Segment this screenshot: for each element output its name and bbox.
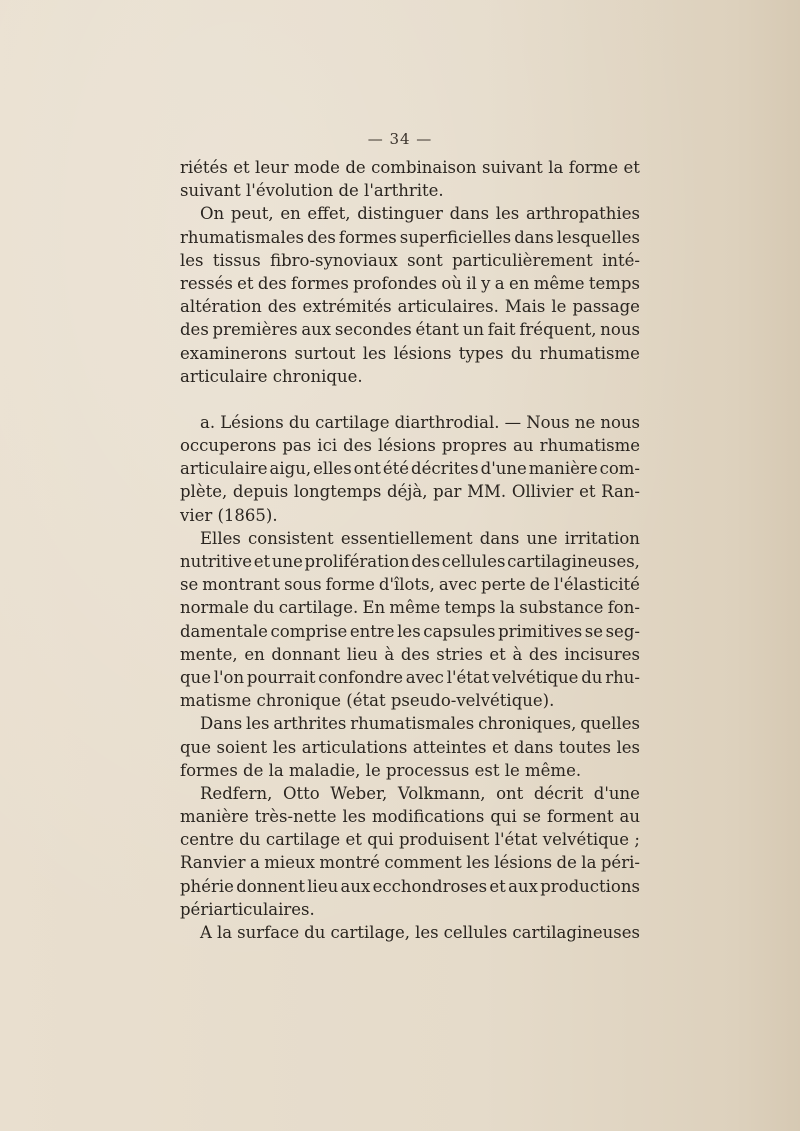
word: se [522,807,541,827]
word: entre [349,621,395,641]
word: la [499,598,515,618]
word: a [249,853,260,873]
word: et [489,644,506,664]
word: a [494,273,505,293]
word: manière [180,807,249,827]
word: centre [180,830,234,850]
word: Nous [526,412,570,432]
word: articulaires. [397,297,499,317]
word: pas [282,436,312,456]
word: aux [340,876,371,896]
word: en [508,273,530,293]
word: même [533,273,585,293]
word: mente, [180,644,238,664]
word: du [253,598,275,618]
word: cartilage [315,412,390,432]
word: du [239,830,261,850]
word: nutritive [180,552,253,571]
text-line [180,666,640,689]
word: les [415,923,439,942]
word: ecchondroses [372,876,488,896]
word: com- [599,459,640,479]
word: cellules [441,552,506,571]
word: lésions [378,436,436,456]
word: dans [514,227,554,247]
word: que [180,737,211,757]
word: et [237,273,254,293]
word: et [253,552,271,571]
word: en [244,644,265,664]
word: la [581,853,597,873]
word: des [267,297,297,317]
paragraph [180,202,640,388]
text-line [180,643,640,666]
word: la [216,923,233,942]
paragraph [180,921,640,944]
word: même [389,598,441,618]
word: En [362,598,386,618]
word: l'élasticité [553,575,640,595]
word: atteintes [412,737,487,757]
text-line [180,156,640,179]
word: des [180,320,209,340]
text-line [180,226,640,249]
word: Volkmann, [397,783,486,803]
text-line [180,712,640,735]
word: nous [600,320,640,340]
word: inté- [602,250,640,270]
text-line [180,342,640,365]
word: lésions [494,853,553,873]
word: formes [338,227,397,247]
text-line [180,318,640,341]
word: dans [513,737,554,757]
word: du [510,343,533,363]
word: par [433,482,462,502]
paragraph [180,156,640,202]
word: et [579,482,596,502]
word: plète, [180,482,228,502]
word: avec [405,667,444,687]
word: ne [574,412,596,432]
word: modifications [371,807,485,827]
text-line [180,828,640,851]
word: et [233,158,250,177]
word: les [342,807,366,827]
word: stries [436,644,483,664]
word: prolifération [304,552,410,571]
word: au [619,807,640,827]
word: perte [481,575,526,595]
word: lesquelles [556,227,640,247]
word: dans [449,204,490,224]
section-gap [180,388,640,411]
word: au [513,436,534,456]
word: nous [600,412,640,432]
word: altération [180,297,262,317]
word: du [288,412,311,432]
word: Ranvier [180,853,246,873]
word: montrant [202,575,281,595]
word: primitives [498,621,583,641]
word: velvétique [492,667,579,687]
word: à [384,644,395,664]
text-line [180,596,640,619]
word: peut, [230,204,274,224]
word: les [397,621,421,641]
word: manière [528,459,598,479]
word: décrit [533,783,584,803]
word: fréquent, [519,320,597,340]
text-line [180,249,640,272]
word: fibro-synoviaux [270,250,398,270]
word: types [458,343,504,363]
word: rhu- [605,667,640,687]
word: qui [367,830,394,850]
text-line [180,457,640,480]
word: les [272,737,297,757]
word: à [512,644,523,664]
word: déjà, [386,482,428,502]
word: péri- [600,853,640,873]
word: formes [291,273,349,293]
word: montré [319,853,380,873]
word: que [180,667,211,687]
word: du [304,923,326,942]
word: articulaire [180,459,268,479]
word: temps [588,273,640,293]
text-line [180,573,640,596]
word: été [382,459,410,479]
word: dans [479,528,520,548]
word: soient [216,737,268,757]
word: cartilage [265,830,341,850]
word: d'îlots, [378,575,435,595]
word: velvétique [542,830,630,850]
word: ont [496,783,524,803]
word: elles [313,459,352,479]
word: capsules [423,621,496,641]
word: étant [415,320,459,340]
word: et [345,830,362,850]
word: les [616,737,640,757]
word: leur [255,158,289,177]
word: cartilage, [330,923,410,942]
word: de [345,158,366,177]
text-line: périarticulaires. [180,899,315,919]
word: produisent [399,830,490,850]
word: des [343,436,372,456]
word: distinguer [357,204,443,224]
word: la [548,158,564,177]
word: donnent [236,876,305,896]
text-line: formes de la maladie, le processus est le même. [180,760,582,780]
word: avec [438,575,478,595]
word: ont [353,459,381,479]
text-line: suivant l'évolution de l'arthrite. [180,181,444,201]
word: y [481,273,491,293]
word: irritation [564,528,640,548]
word: longtemps [293,482,382,502]
word: toutes [558,737,611,757]
word: les [362,343,387,363]
word: les [495,204,520,224]
word: un [462,320,484,340]
word: arthrites [273,714,347,734]
text-line [180,272,640,295]
text-line [180,202,640,225]
word: combinaison [371,158,477,177]
word: des [257,273,287,293]
word: Redfern, [200,783,273,803]
word: une [526,528,558,548]
text-line [180,295,640,318]
word: phérie [180,876,234,896]
word: aigu, [269,459,312,479]
text-line [180,620,640,643]
word: qui [490,807,517,827]
word: incisures [564,644,640,664]
word: ; [634,830,640,850]
paragraph [180,782,640,921]
word: Lésions [220,412,284,432]
word: Otto [282,783,320,803]
word: sous [284,575,322,595]
word: rhumatisme [539,436,640,456]
word: arthropathies [525,204,640,224]
word: propres [441,436,507,456]
word: décrites [411,459,479,479]
text-line: matisme chronique (état pseudo-velvétique). [180,691,555,711]
word: secondes [334,320,412,340]
word: cellules [443,923,508,942]
word: cartilage. [278,598,359,618]
word: surtout [294,343,356,363]
word: des [307,227,336,247]
word: d'une [593,783,640,803]
text-line [180,921,640,944]
word: particulièrement [452,250,593,270]
word: et [623,158,640,177]
word: donnant [271,644,341,664]
word: riétés [180,158,228,177]
word: Ollivier [511,482,574,502]
word: des [528,644,558,664]
paragraph [180,527,640,713]
word: substance [519,598,604,618]
word: aux [301,320,332,340]
word: des [400,644,430,664]
word: essentiellement [340,528,473,548]
word: se [584,621,604,641]
word: les [180,250,204,270]
word: l'état [446,667,490,687]
word: fait [487,320,516,340]
word: de [556,853,577,873]
word: On [200,204,225,224]
text-line [180,434,640,457]
word: cartilagineuses, [507,552,640,571]
word: une [271,552,303,571]
text-line [180,736,640,759]
word: damentale [180,621,268,641]
word: de [529,575,550,595]
text-line [180,851,640,874]
text-line: articulaire chronique. [180,366,363,386]
word: comprise [270,621,348,641]
text-line [180,805,640,828]
word: suivant [481,158,543,177]
word: l'on [213,667,245,687]
word: productions [540,876,640,896]
word: comment [384,853,462,873]
word: occuperons [180,436,277,456]
word: extrémités [302,297,392,317]
word: forme [325,575,375,595]
word: où [441,273,462,293]
text-line [180,411,640,434]
text-line [180,527,640,550]
word: lieu [307,876,339,896]
word: effet, [307,204,351,224]
word: mieux [264,853,315,873]
word: ressés [180,273,233,293]
word: les [466,853,490,873]
word: ici [317,436,338,456]
word: se [180,575,199,595]
word: Weber, [330,783,388,803]
word: et [489,876,506,896]
body-text [180,156,640,944]
word: superficielles [399,227,512,247]
word: surface [237,923,300,942]
word: premières [212,320,298,340]
word: il [466,273,477,293]
word: examinerons [180,343,288,363]
word: du [581,667,603,687]
word: rhumatismales [180,227,304,247]
word: l'état [494,830,538,850]
word: A [200,923,212,942]
page-number: — 34 — [367,130,433,148]
word: Dans [200,714,243,734]
paragraph [180,411,640,527]
word: — [504,412,522,432]
word: articulations [301,737,408,757]
word: seg- [605,621,640,641]
word: lésions [393,343,452,363]
word: cartilagineuses [512,923,640,942]
word: passage [572,297,640,317]
word: chroniques, [478,714,577,734]
text-line [180,480,640,503]
word: tissus [212,250,261,270]
word: d'une [480,459,527,479]
word: diarthrodial. [394,412,500,432]
word: forment [546,807,614,827]
word: consistent [248,528,334,548]
word: normale [180,598,249,618]
word: sont [407,250,443,270]
word: des [411,552,441,571]
word: pourrait [246,667,316,687]
word: quelles [580,714,640,734]
word: temps [444,598,496,618]
word: mode [294,158,340,177]
word: Elles [200,528,241,548]
word: rhumatisme [539,343,640,363]
word: rhumatismales [350,714,475,734]
word: aux [508,876,538,896]
word: profondes [353,273,438,293]
word: depuis [232,482,289,502]
word: en [280,204,301,224]
paragraph [180,712,640,782]
word: le [551,297,567,317]
word: fon- [607,598,640,618]
text-line [180,875,640,898]
text-line [180,782,640,805]
text-line [180,550,640,573]
word: très-nette [254,807,337,827]
word: lieu [346,644,378,664]
word: MM. [467,482,507,502]
word: Ran- [601,482,640,502]
word: confondre [318,667,403,687]
word: forme [568,158,619,177]
word: Mais [504,297,546,317]
word: a. [200,412,216,432]
text-line: vier (1865). [180,505,278,525]
word: et [491,737,509,757]
word: les [246,714,270,734]
